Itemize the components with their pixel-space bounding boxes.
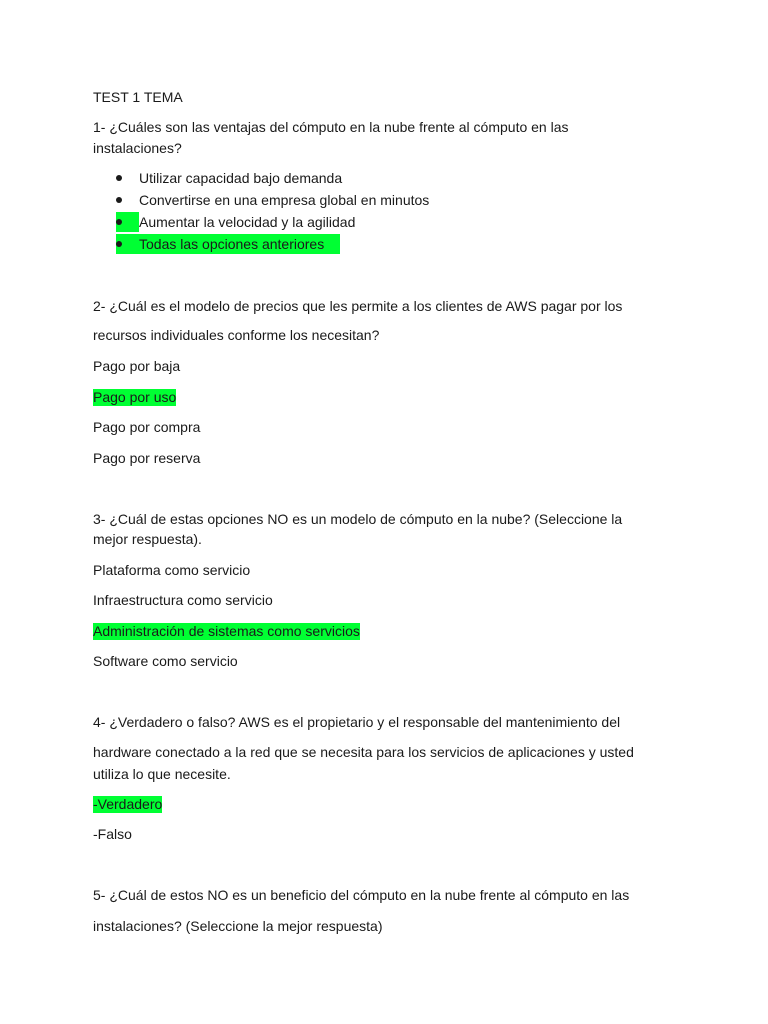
q2-option: Pago por reserva bbox=[93, 450, 201, 466]
q2-option-highlighted bbox=[93, 388, 176, 406]
q3-option-highlighted bbox=[93, 622, 360, 640]
q3-option-label: Administración de sistemas como servicios bbox=[93, 623, 360, 639]
bullet-icon bbox=[116, 175, 122, 181]
q3-text-line-1: 3- ¿Cuál de estas opciones NO es un modelo de cómputo en la nube? (Seleccione la bbox=[93, 511, 623, 527]
q4-text-line-2: hardware conectado a la red que se necesita para los servicios de aplicaciones y usted bbox=[93, 744, 634, 760]
q4-option: -Falso bbox=[93, 826, 132, 842]
q5-text-line-2: instalaciones? (Seleccione la mejor respuesta) bbox=[93, 918, 383, 934]
bullet-icon bbox=[116, 241, 122, 247]
q4-text-line-3: utiliza lo que necesite. bbox=[93, 766, 231, 782]
document-title: TEST 1 TEMA bbox=[93, 89, 183, 105]
q4-option-highlighted bbox=[93, 795, 162, 813]
q2-option: Pago por compra bbox=[93, 419, 201, 435]
q4-option-label: -Verdadero bbox=[93, 796, 163, 812]
q5-text-line-1: 5- ¿Cuál de estos NO es un beneficio del cómputo en la nube frente al cómputo en las bbox=[93, 887, 630, 903]
q2-option: Pago por baja bbox=[93, 358, 181, 374]
q2-text-line-2: recursos individuales conforme los necesitan? bbox=[93, 327, 380, 343]
bullet-icon bbox=[116, 197, 122, 203]
q1-option-label: Aumentar la velocidad y la agilidad bbox=[139, 214, 356, 230]
q1-text-line-2: instalaciones? bbox=[93, 140, 182, 156]
q1-option-label: Convertirse en una empresa global en minutos bbox=[139, 192, 430, 208]
q2-option-label: Pago por uso bbox=[93, 389, 177, 405]
q4-text-line-1: 4- ¿Verdadero o falso? AWS es el propietario y el responsable del mantenimiento del bbox=[93, 714, 621, 730]
q1-option-highlighted bbox=[116, 234, 340, 254]
q1-option-highlighted bbox=[116, 212, 356, 232]
q3-option: Plataforma como servicio bbox=[93, 562, 251, 578]
q1-option-label: Todas las opciones anteriores bbox=[139, 236, 325, 252]
bullet-icon bbox=[116, 219, 122, 225]
q3-text-line-2: mejor respuesta). bbox=[93, 531, 202, 547]
q3-option: Software como servicio bbox=[93, 653, 238, 669]
q3-option: Infraestructura como servicio bbox=[93, 592, 273, 608]
q2-text-line-1: 2- ¿Cuál es el modelo de precios que les permite a los clientes de AWS pagar por los bbox=[93, 298, 623, 314]
q1-option-label: Utilizar capacidad bajo demanda bbox=[139, 170, 343, 186]
q1-text-line-1: 1- ¿Cuáles son las ventajas del cómputo en la nube frente al cómputo en las bbox=[93, 119, 569, 135]
